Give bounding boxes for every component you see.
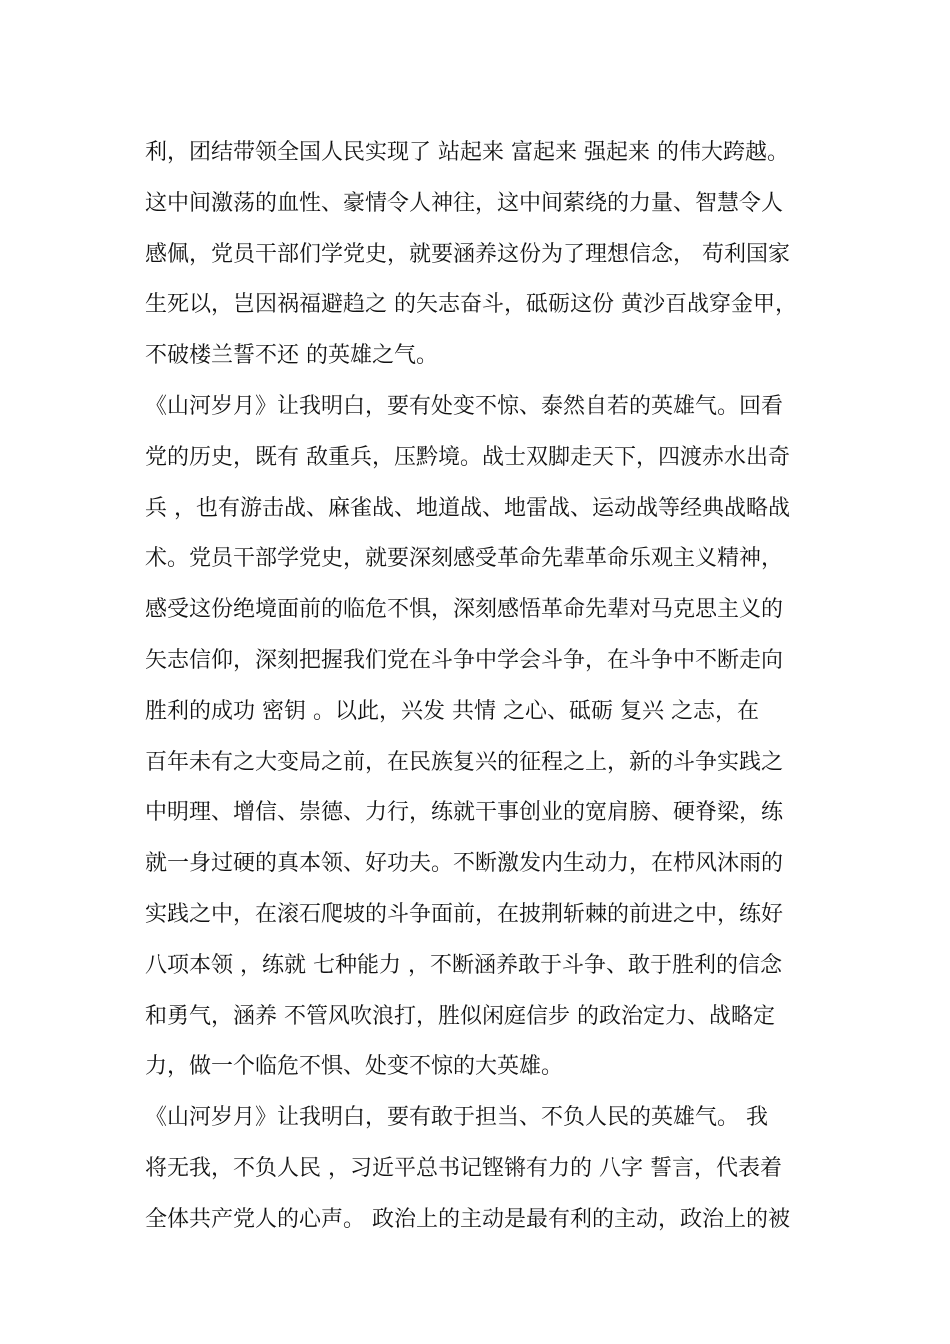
text-line: 胜利的成功 密钥 。以此，兴发 共情 之心、砥砺 复兴 之志，在 bbox=[145, 698, 759, 724]
text-line: 感受这份绝境面前的临危不惧，深刻感悟革命先辈对马克思主义的 bbox=[145, 597, 784, 623]
text-line: 八项本领 ，练就 七种能力 ，不断涵养敢于斗争、敢于胜利的信念 bbox=[145, 952, 782, 978]
text-line: 利，团结带领全国人民实现了 站起来 富起来 强起来 的伟大跨越。 bbox=[145, 140, 789, 165]
text-line: 《山河岁月》让我明白，要有敢于担当、不负人民的英雄气。 我 bbox=[145, 1105, 768, 1131]
text-line: 术。党员干部学党史，就要深刻感受革命先辈革命乐观主义精神， bbox=[145, 546, 784, 572]
text-line: 这中间激荡的血性、豪情令人神往，这中间萦绕的力量、智慧令人 bbox=[145, 190, 784, 216]
body-text bbox=[145, 128, 810, 1246]
text-line: 实践之中，在滚石爬坡的斗争面前，在披荆斩棘的前进之中，练好 bbox=[145, 901, 784, 927]
text-line: 《山河岁月》让我明白，要有处变不惊、泰然自若的英雄气。回看 bbox=[145, 393, 784, 419]
text-line: 兵 ，也有游击战、麻雀战、地道战、地雷战、运动战等经典战略战 bbox=[145, 495, 790, 521]
text-line: 就一身过硬的真本领、好功夫。不断激发内生动力，在栉风沐雨的 bbox=[145, 851, 784, 877]
text-line: 中明理、增信、崇德、力行，练就干事创业的宽肩膀、硬脊梁，练 bbox=[145, 800, 784, 826]
text-line: 将无我，不负人民 ，习近平总书记铿锵有力的 八字 誓言，代表着 bbox=[145, 1155, 782, 1181]
text-line: 感佩，党员干部们学党史，就要涵养这份为了理想信念， 苟利国家 bbox=[145, 241, 790, 267]
text-line: 全体共产党人的心声。 政治上的主动是最有利的主动，政治上的被 bbox=[145, 1206, 790, 1232]
text-line: 党的历史，既有 敌重兵，压黔境。战士双脚走天下，四渡赤水出奇 bbox=[145, 444, 790, 470]
text-line: 百年未有之大变局之前，在民族复兴的征程之上，新的斗争实践之 bbox=[145, 749, 784, 775]
text-line: 力，做一个临危不惧、处变不惊的大英雄。 bbox=[145, 1054, 564, 1080]
text-line: 和勇气，涵养 不管风吹浪打，胜似闲庭信步 的政治定力、战略定 bbox=[145, 1003, 775, 1029]
text-line: 生死以，岂因祸福避趋之 的矢志奋斗，砥砺这份 黄沙百战穿金甲， bbox=[145, 292, 797, 318]
text-line: 矢志信仰，深刻把握我们党在斗争中学会斗争，在斗争中不断走向 bbox=[145, 647, 784, 673]
text-line: 不破楼兰誓不还 的英雄之气。 bbox=[145, 343, 438, 369]
